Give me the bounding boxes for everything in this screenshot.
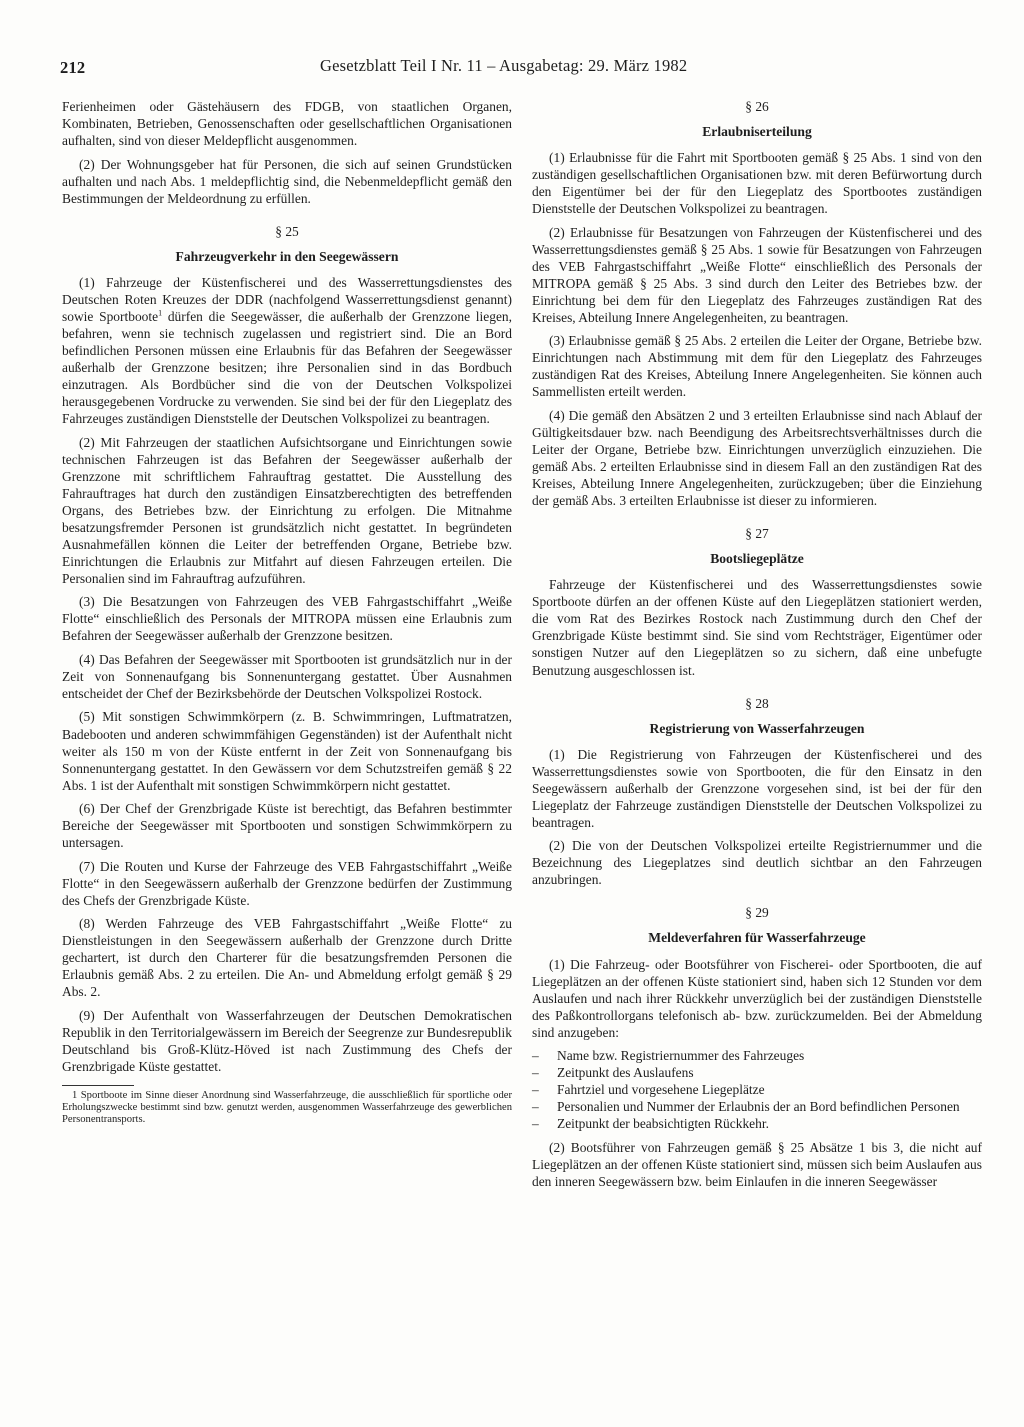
paragraph: (9) Der Aufenthalt von Wasserfahrzeugen der Deutschen Demokratischen Republik in den Territorialgewässern im Bereich der Seegrenze zur Bundesrepublik Deutschland bis Groß-Klütz-Höved ist nach Zustimmung des Chefs der Grenzbrigade Küste gestattet.: [62, 1007, 512, 1074]
footnote-divider: [62, 1085, 134, 1086]
paragraph: (7) Die Routen und Kurse der Fahrzeuge des VEB Fahrgastschiffahrt „Weiße Flotte“ in den Seegewässern außerhalb der Grenzzone bedürfen der Zustimmung des Chefs der Grenzbrigade Küste.: [62, 858, 512, 908]
paragraph: Ferienheimen oder Gästehäusern des FDGB, von staatlichen Organen, Kombinaten, Betrieben, Genossenschaften oder gesellschaftlichen Organisationen aufhalten, sind von dieser Meldepflicht ausgenommen.: [62, 99, 512, 149]
section-number: § 27: [745, 526, 769, 542]
paragraph: (5) Mit sonstigen Schwimmkörpern (z. B. Schwimmringen, Luftmatratzen, Badebooten und anderen schwimmfähigen Gegenständen) ist der Aufenthalt nicht weiter als 150 m von der Küste entfernt in der Zeit von Sonnenaufgang bis Sonnenuntergang gestattet. In den Gewässern vor dem Schutzstreifen gemäß § 22 Abs. 1 ist der Aufenthalt mit sonstigen Schwimmkörpern nicht gestattet.: [62, 709, 512, 793]
paragraph: (1) Die Fahrzeug- oder Bootsführer von Fischerei- oder Sportbooten, die auf Liegeplätzen an der offenen Küste stationiert sind, haben sich 12 Stunden vor dem Auslaufen und nach ihrer Rückkehr unverzüglich bei der zuständigen Dienststelle des Paßkontrollorgans telefonisch ab- bzw. zurückzumelden. Bei der Abmeldung sind anzugeben:: [532, 956, 982, 1040]
section-number: § 29: [745, 905, 769, 921]
dash-list: [532, 1047, 982, 1132]
right-column: [532, 98, 982, 1196]
list-item: – Name bzw. Registriernummer des Fahrzeuges: [532, 1047, 982, 1064]
paragraph: (6) Der Chef der Grenzbrigade Küste ist berechtigt, das Befahren bestimmter Bereiche der Seegewässer mit Sportbooten und sonstigen Schwimmkörpern zu untersagen.: [62, 801, 512, 851]
list-item: – Zeitpunkt der beabsichtigten Rückkehr.: [532, 1115, 982, 1132]
paragraph: [62, 274, 512, 427]
paragraph: (2) Die von der Deutschen Volkspolizei erteilte Registriernummer und die Bezeichnung des Liegeplatzes sind deutlich sichtbar an den Fahrzeugen anzubringen.: [532, 838, 982, 888]
footnote: 1 Sportboote im Sinne dieser Anordnung sind Wasserfahrzeuge, die ausschließlich für sportliche oder Erholungszwecke bestimmt sind bzw. genutzt werden, ausgenommen Wasserfahrzeuge des gewerblichen Personentransports.: [62, 1089, 512, 1126]
section-number: § 28: [745, 695, 769, 711]
left-column: [62, 98, 512, 1127]
section-number: § 26: [745, 99, 769, 114]
section-title: Meldeverfahren für Wasserfahrzeuge: [648, 930, 866, 946]
page-header: [60, 54, 1010, 80]
page-number: 212: [60, 58, 86, 77]
paragraph: (2) Erlaubnisse für Besatzungen von Fahrzeugen der Küstenfischerei und des Wasserrettungsdienstes gemäß § 25 Abs. 1 sowie für Besatzungen von Fahrzeugen des VEB Fahrgastschiffahrt „Weiße Flotte“ einschließlich des Personals der MITROPA gemäß § 25 Abs. 3 sind durch den Leiter des Betriebes bzw. der Einrichtung bei dem für den Liegeplatz des Fahrzeuges zuständigen Rat des Kreises, Abteilung Innere Angelegenheiten, zu beantragen.: [532, 224, 982, 325]
paragraph: (1) Die Registrierung von Fahrzeugen der Küstenfischerei und des Wasserrettungsdienstes sowie von Sportbooten, die für den Einsatz in den Seegewässern außerhalb der Grenzzone vorgesehen sind, ist bei der für den Liegeplatz der Fahrzeuge zuständigen Dienststelle der Deutschen Volkspolizei zu beantragen.: [532, 746, 982, 830]
paragraph: (8) Werden Fahrzeuge des VEB Fahrgastschiffahrt „Weiße Flotte“ zu Dienstleistungen in den Seegewässern außerhalb der Grenzzone durch Dritte gechartert, ist durch den Charterer für die besatzungsfremden Personen die Erlaubnis gemäß Abs. 2 zu erteilen. Die An- und Abmeldung erfolgt gemäß § 29 Abs. 2.: [62, 916, 512, 1000]
paragraph-text: dürfen die Seegewässer, die außerhalb der Grenzzone liegen, befahren, wenn sie technisch zugelassen und registriert sind. Die an Bord befindlichen Personen müssen eine Erlaubnis für das Befahren der Seegewässer außerhalb der Grenzzone besitzen; ihre Personalien sind in das Bordbuch einzutragen. Als Bordbücher sind die von der Deutschen Volkspolizei herausgegebenen Vordrucke zu verwenden. Sie sind bei der für den Liegeplatz des Fahrzeuges zuständigen Dienststelle der Deutschen Volkspolizei zu beantragen.: [62, 308, 512, 427]
paragraph: (2) Bootsführer von Fahrzeugen gemäß § 25 Absätze 1 bis 3, die nicht auf Liegeplätzen an der offenen Küste stationiert sind, müssen sich beim Auslaufen aus den inneren Seegewässern bzw. beim Einlaufen in die inneren Seegewässer: [532, 1139, 982, 1189]
section-title: Fahrzeugverkehr in den Seegewässern: [175, 248, 399, 264]
paragraph: Fahrzeuge der Küstenfischerei und des Wasserrettungsdienstes sowie Sportboote dürfen an der offenen Küste auf den Liegeplätzen stationiert werden, die vom Rat des Bezirkes Rostock nach Zustimmung durch den Chef der Grenzbrigade Küste bestimmt sind. Sie sind vom Rechtsträger, Eigentümer oder sonstigen Nutzer auf den Liegeplätzen so zu sichern, daß eine unbefugte Benutzung ausgeschlossen ist.: [532, 577, 982, 678]
list-item: – Fahrtziel und vorgesehene Liegeplätze: [532, 1081, 982, 1098]
list-item: – Zeitpunkt des Auslaufens: [532, 1064, 982, 1081]
gazette-issue-title: Gesetzblatt Teil I Nr. 11 – Ausgabetag: 29. März 1982: [320, 56, 688, 75]
list-item: – Personalien und Nummer der Erlaubnis der an Bord befindlichen Personen: [532, 1098, 982, 1115]
paragraph: (1) Erlaubnisse für die Fahrt mit Sportbooten gemäß § 25 Abs. 1 sind von den zuständigen gesellschaftlichen Organisationen bzw. mit deren Befürwortung durch den Eigentümer bei der für den Liegeplatz des Sportbootes zuständigen Dienststelle der Deutschen Volkspolizei zu beantragen.: [532, 150, 982, 217]
section-number: § 25: [275, 223, 299, 239]
section-title: Registrierung von Wasserfahrzeugen: [649, 720, 865, 736]
paragraph: (2) Mit Fahrzeugen der staatlichen Aufsichtsorgane und Einrichtungen sowie technischen Fahrzeugen ist das Befahren der Seegewässer außerhalb der Grenzzone mit schriftlichem Fahrauftrag gestattet. Die Ausstellung des Fahrauftrages hat durch den zuständigen Einsatzberechtigten des betreffenden Organs, des Betriebes bzw. der Einrichtung zu erfolgen. Die Mitnahme besatzungsfremder Personen ist grundsätzlich nicht gestattet. In begründeten Ausnahmefällen können die Leiter der betreffenden Organe, Betriebe bzw. Einrichtungen die Erlaubnis zur Mitfahrt auf diesen Fahrzeugen erteilen. Die Personalien sind im Fahrauftrag aufzuführen.: [62, 434, 512, 586]
paragraph: (4) Das Befahren der Seegewässer mit Sportbooten ist grundsätzlich nur in der Zeit von Sonnenaufgang bis Sonnenuntergang gestattet. Über Ausnahmen entscheidet der Chef der Bezirksbehörde der Deutschen Volkspolizei Rostock.: [62, 651, 512, 702]
paragraph: (2) Der Wohnungsgeber hat für Personen, die sich auf seinen Grundstücken aufhalten und nach Abs. 1 meldepflichtig sind, die Nebenmeldepflicht gemäß den Bestimmungen der Meldeordnung zu erfüllen.: [62, 156, 512, 206]
paragraph: (3) Erlaubnisse gemäß § 25 Abs. 2 erteilen die Leiter der Organe, Betriebe bzw. Einrichtungen nach Abstimmung mit dem für den Liegeplatz des Fahrzeuges zuständigen Rat des Kreises, Abteilung Innere Angelegenheiten. Sie können auch Sammellisten erteilt werden.: [532, 333, 982, 400]
paragraph: (3) Die Besatzungen von Fahrzeugen des VEB Fahrgastschiffahrt „Weiße Flotte“ einschließlich des Personals der MITROPA müssen eine Erlaubnis zum Befahren der Seegewässer außerhalb der Grenzzone besitzen.: [62, 594, 512, 644]
footnote-marker: 1: [158, 308, 163, 318]
section-title: Erlaubniserteilung: [702, 124, 812, 140]
section-title: Bootsliegeplätze: [710, 551, 804, 567]
paragraph-text: (1) Fahrzeuge der Küstenfischerei und des Wasserrettungsdienstes des Deutschen Roten Kreuzes der DDR (nachfolgend Wasserrettungsdienst genannt) sowie Sportboote: [62, 274, 512, 324]
paragraph: (4) Die gemäß den Absätzen 2 und 3 erteilten Erlaubnisse sind nach Ablauf der Gültigkeitsdauer bzw. nach Beendigung des Arbeitsrechtsverhältnisses durch die Leiter der Organe, Betriebe bzw. Einrichtungen unverzüglich einzuziehen. Die gemäß Abs. 2 erteilten Erlaubnisse sind in diesem Fall an den zuständigen Rat des Kreises, Abteilung Innere Angelegenheiten, zurückzugeben; über die Einziehung der gemäß Abs. 3 erteilten Erlaubnisse ist dieser zu informieren.: [532, 407, 982, 509]
